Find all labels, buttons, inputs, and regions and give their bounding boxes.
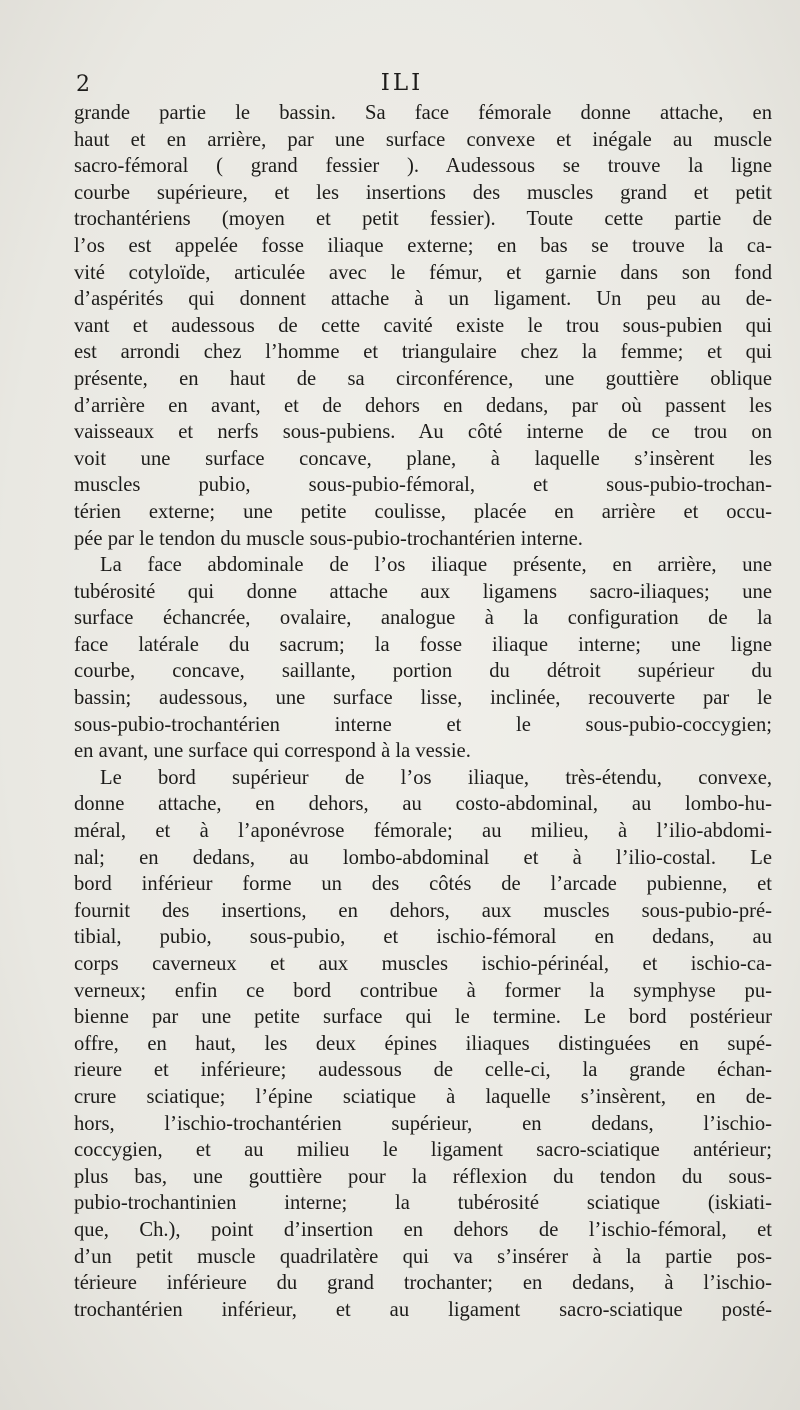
text-line: vant et audessous de cette cavité existe le trou sous-pubien qui xyxy=(74,314,772,337)
text-line: bienne par une petite surface qui le termine. Le bord postérieur xyxy=(74,1006,772,1029)
text-line: fournit des insertions, en dehors, aux muscles sous-pubio-pré- xyxy=(74,899,772,922)
text-line: Le bord supérieur de l’os iliaque, très-étendu, convexe, xyxy=(100,766,772,789)
text-line: crure sciatique; l’épine sciatique à laquelle s’insèrent, en de- xyxy=(74,1085,772,1108)
text-line: verneux; enfin ce bord contribue à former la symphyse pu- xyxy=(74,979,772,1002)
text-line: rieure et inférieure; audessous de celle-ci, la grande échan- xyxy=(74,1059,772,1082)
page-header xyxy=(72,70,732,100)
text-line: tubérosité qui donne attache aux ligamens sacro-iliaques; une xyxy=(74,580,772,603)
text-line: trochantérien inférieur, et au ligament sacro-sciatique posté- xyxy=(74,1298,772,1321)
text-line: trochantériens (moyen et petit fessier). Toute cette partie de xyxy=(74,208,772,231)
text-line: en avant, une surface qui correspond à la vessie. xyxy=(74,740,471,763)
text-line: térien externe; une petite coulisse, placée en arrière et occu- xyxy=(74,500,772,523)
text-line: tibial, pubio, sous-pubio, et ischio-fémoral en dedans, au xyxy=(74,926,772,949)
text-line: d’aspérités qui donnent attache à un ligament. Un peu au de- xyxy=(74,288,772,311)
body-text xyxy=(74,100,772,1323)
page-number: 2 xyxy=(76,72,90,97)
text-line: donne attache, en dehors, au costo-abdominal, au lombo-hu- xyxy=(74,793,772,816)
text-line: d’arrière en avant, et de dehors en dedans, par où passent les xyxy=(74,394,772,417)
text-line: sous-pubio-trochantérien interne et le sous-pubio-coccygien; xyxy=(74,713,772,736)
text-line: est arrondi chez l’homme et triangulaire chez la femme; et qui xyxy=(74,341,772,364)
text-line: vaisseaux et nerfs sous-pubiens. Au côté interne de ce trou on xyxy=(74,421,772,444)
text-line: plus bas, une gouttière pour la réflexion du tendon du sous- xyxy=(74,1165,772,1188)
text-line: présente, en haut de sa circonférence, une gouttière oblique xyxy=(74,367,772,390)
text-line: courbe, concave, saillante, portion du détroit supérieur du xyxy=(74,660,772,683)
text-line: offre, en haut, les deux épines iliaques distinguées en supé- xyxy=(74,1032,772,1055)
text-line: grande partie le bassin. Sa face fémorale donne attache, en xyxy=(74,102,772,124)
text-line: voit une surface concave, plane, à laquelle s’insèrent les xyxy=(74,447,772,470)
text-line: pée par le tendon du muscle sous-pubio-trochantérien interne. xyxy=(74,527,583,550)
text-line: l’os est appelée fosse iliaque externe; en bas se trouve la ca- xyxy=(74,234,772,257)
text-line: vité cotyloïde, articulée avec le fémur, et garnie dans son fond xyxy=(74,261,772,284)
text-line: haut et en arrière, par une surface convexe et inégale au muscle xyxy=(74,128,772,151)
text-line: coccygien, et au milieu le ligament sacro-sciatique antérieur; xyxy=(74,1139,772,1162)
text-line: d’un petit muscle quadrilatère qui va s’insérer à la partie pos- xyxy=(74,1245,772,1268)
running-head: ILI xyxy=(380,70,424,96)
text-line: face latérale du sacrum; la fosse iliaque interne; une ligne xyxy=(74,633,772,656)
text-line: muscles pubio, sous-pubio-fémoral, et sous-pubio-trochan- xyxy=(74,474,772,497)
text-line: corps caverneux et aux muscles ischio-périnéal, et ischio-ca- xyxy=(74,953,772,975)
text-line: térieure inférieure du grand trochanter; en dedans, à l’ischio- xyxy=(74,1272,772,1295)
text-line: pubio-trochantinien interne; la tubérosité sciatique (iskiati- xyxy=(74,1192,772,1215)
text-line: surface échancrée, ovalaire, analogue à la configuration de la xyxy=(74,607,772,630)
text-line: sacro-fémoral ( grand fessier ). Audessous se trouve la ligne xyxy=(74,155,772,178)
text-line: hors, l’ischio-trochantérien supérieur, en dedans, l’ischio- xyxy=(74,1112,772,1135)
text-line: bord inférieur forme un des côtés de l’arcade pubienne, et xyxy=(74,873,772,896)
text-line: méral, et à l’aponévrose fémorale; au milieu, à l’ilio-abdomi- xyxy=(74,820,772,843)
text-line: bassin; audessous, une surface lisse, inclinée, recouverte par le xyxy=(74,687,772,710)
text-line: que, Ch.), point d’insertion en dehors de l’ischio-fémoral, et xyxy=(74,1218,772,1241)
text-line: courbe supérieure, et les insertions des muscles grand et petit xyxy=(74,181,772,204)
text-line: nal; en dedans, au lombo-abdominal et à l’ilio-costal. Le xyxy=(74,846,772,869)
text-line: La face abdominale de l’os iliaque présente, en arrière, une xyxy=(100,554,772,577)
